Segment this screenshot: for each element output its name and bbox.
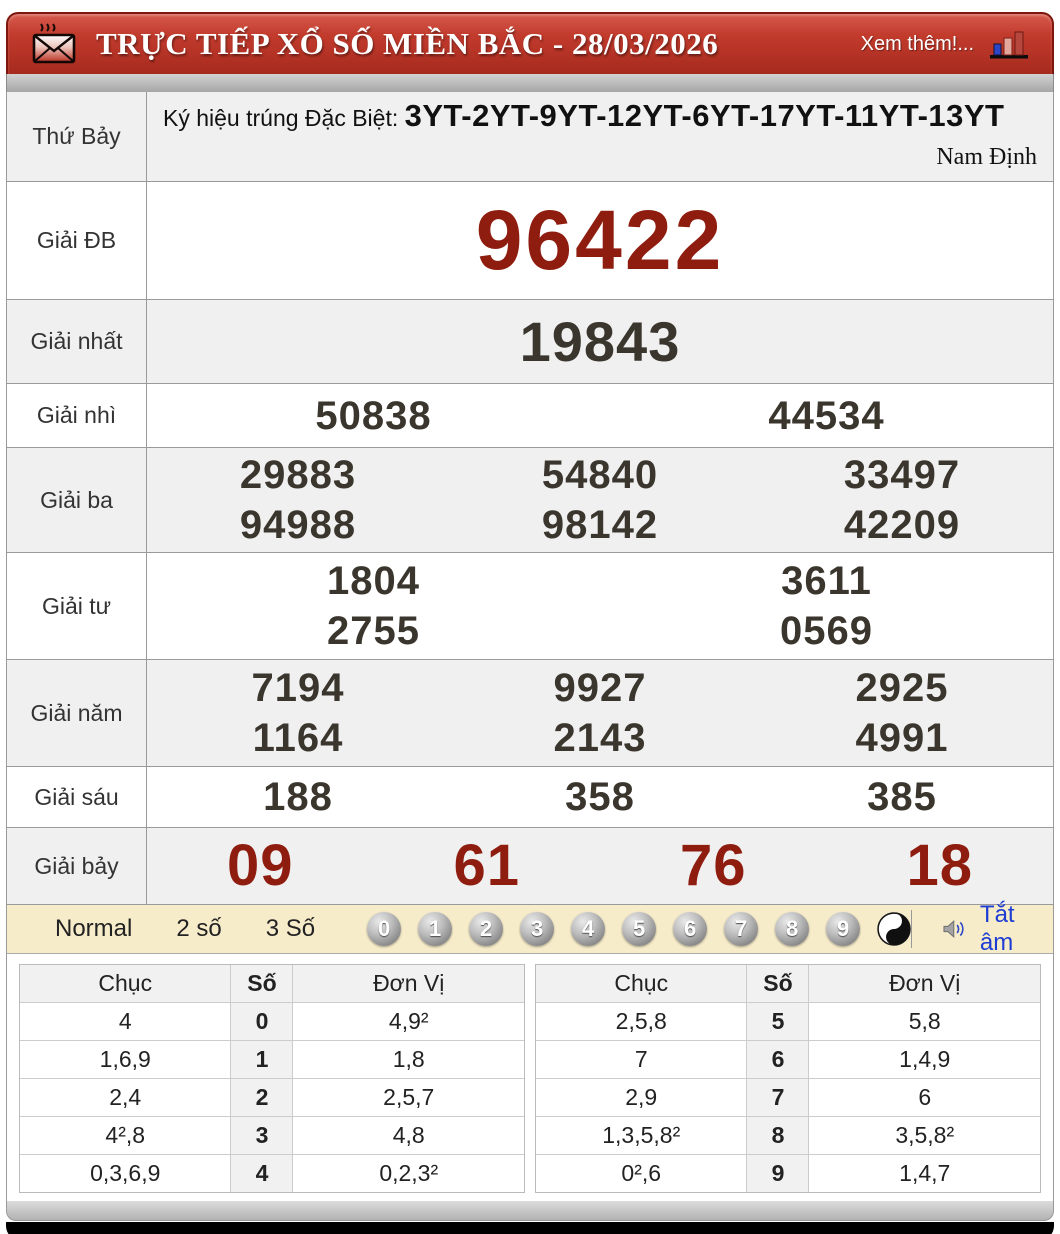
ball-4[interactable]: 4 [571,912,605,946]
prize-row-db [7,182,1053,300]
chuc-value: 1,6,9 [99,1046,151,1072]
header-donvi: Đơn Vị [808,965,1040,1002]
prize-number: 1804 [327,559,420,603]
info-row [7,92,1053,182]
stats-row [536,1040,1040,1078]
ball-6[interactable]: 6 [673,912,707,946]
stats-row [20,1078,524,1116]
chuc-value: 1,3,5,8² [602,1122,681,1148]
see-more-link[interactable]: Xem thêm!... [860,32,974,55]
prize-number: 94988 [239,503,357,547]
prize-number: 9927 [553,666,647,710]
prize-number: 2755 [327,609,420,653]
divider [911,910,912,948]
yin-yang-icon[interactable] [877,912,911,946]
province-name: Nam Định [936,144,1037,170]
stats-row [536,1116,1040,1154]
header-donvi: Đơn Vị [292,965,524,1002]
prize-number: 18 [906,832,973,898]
prize-number: 76 [679,832,747,898]
stats-row [536,1002,1040,1040]
page-title: TRỰC TIẾP XỔ SỐ MIỀN BẮC - 28/03/2026 [96,26,719,61]
ball-2[interactable]: 2 [469,912,503,946]
chuc-value: 4²,8 [105,1122,146,1148]
so-value: 1 [230,1041,292,1078]
so-value: 8 [746,1117,808,1154]
stats-row [20,1002,524,1040]
prize-number: 19843 [519,309,681,373]
prize-number: 29883 [239,453,357,497]
footer-gray-bar [6,1201,1054,1221]
so-value: 0 [230,1003,292,1040]
mute-button[interactable]: Tắt âm [979,901,1015,956]
prize-label: Giải bảy [7,828,147,904]
prize-row-3 [7,448,1053,553]
ball-1[interactable]: 1 [418,912,452,946]
donvi-value: 4,8 [292,1117,524,1154]
stats-section [7,954,1053,1201]
header-so: Số [230,965,292,1002]
prize-row-7 [7,828,1053,905]
special-code-label: Ký hiệu trúng Đặc Biệt: [163,105,405,131]
mode-2-digits[interactable]: 2 số [176,915,222,942]
prize-number: 42209 [843,503,961,547]
prize-row-1 [7,300,1053,384]
bar-chart-icon[interactable] [988,27,1030,61]
stats-row [20,1040,524,1078]
so-value: 7 [746,1079,808,1116]
lottery-widget [6,12,1054,1234]
header-divider-strip [6,74,1054,92]
donvi-value: 1,4,9 [808,1041,1040,1078]
stats-header-row [20,965,524,1002]
prize-number: 1164 [252,716,344,760]
stats-header-row [536,965,1040,1002]
so-value: 5 [746,1003,808,1040]
footer-black-bar [6,1222,1054,1234]
prize-row-5 [7,660,1053,767]
mute-control [911,901,1029,957]
header-chuc: Chục [614,970,669,996]
digit-balls [367,912,911,946]
chuc-value: 2,4 [109,1084,142,1110]
ball-5[interactable]: 5 [622,912,656,946]
prize-label: Giải năm [7,660,147,766]
prize-row-6 [7,767,1053,828]
chuc-value: 0²,6 [621,1160,662,1186]
prize-number: 3611 [781,559,872,603]
donvi-value: 5,8 [808,1003,1040,1040]
prize-number: 0569 [780,609,873,653]
prize-label: Giải ba [7,448,147,552]
prize-label: Giải nhì [7,384,147,447]
so-value: 6 [746,1041,808,1078]
chuc-value: 4 [118,1008,132,1034]
special-code-line [163,98,1037,134]
prize-number: 358 [565,775,635,819]
ball-7[interactable]: 7 [724,912,758,946]
so-value: 2 [230,1079,292,1116]
donvi-value: 1,4,7 [808,1155,1040,1192]
day-label: Thứ Bảy [7,92,147,181]
chuc-value: 7 [634,1046,648,1072]
so-value: 3 [230,1117,292,1154]
mode-3-digits[interactable]: 3 Số [265,915,316,942]
so-value: 4 [230,1155,292,1192]
donvi-value: 0,2,3² [292,1155,524,1192]
stats-table-left [19,964,525,1193]
stats-row [20,1116,524,1154]
chuc-value: 2,5,8 [615,1008,667,1034]
prize-label: Giải sáu [7,767,147,827]
prize-label: Giải nhất [7,300,147,383]
donvi-value: 6 [808,1079,1040,1116]
prize-number: 2143 [553,716,647,760]
envelope-icon [30,22,78,66]
prize-number: 54840 [541,453,659,497]
donvi-value: 3,5,8² [808,1117,1040,1154]
header-bar [6,12,1054,74]
stats-row [536,1154,1040,1192]
prize-number: 09 [226,832,294,898]
chuc-value: 2,9 [625,1084,658,1110]
prize-label: Giải tư [7,553,147,659]
ball-3[interactable]: 3 [520,912,554,946]
mode-normal[interactable]: Normal [55,915,133,942]
prize-number: 7194 [251,666,345,710]
header-chuc: Chục [98,970,153,996]
stats-table-right [535,964,1041,1193]
prize-number: 188 [263,775,333,819]
donvi-value: 2,5,7 [292,1079,524,1116]
chuc-value: 0,3,6,9 [90,1160,161,1186]
prize-number: 2925 [855,666,949,710]
ball-8[interactable]: 8 [775,912,809,946]
prize-number: 98142 [541,503,659,547]
special-code-value: 3YT-2YT-9YT-12YT-6YT-17YT-11YT-13YT [404,98,1005,133]
ball-9[interactable]: 9 [826,912,860,946]
prize-number: 4991 [855,716,949,760]
prize-number: 61 [453,832,520,898]
speaker-icon[interactable] [942,914,968,944]
prize-row-4 [7,553,1053,660]
stats-row [536,1078,1040,1116]
donvi-value: 4,9² [292,1003,524,1040]
stats-row [20,1154,524,1192]
prize-number: 44534 [768,393,885,438]
ball-0[interactable]: 0 [367,912,401,946]
donvi-value: 1,8 [292,1041,524,1078]
prize-label: Giải ĐB [7,182,147,299]
prize-number: 33497 [843,453,961,497]
prize-number: 50838 [315,393,432,438]
prize-row-2 [7,384,1053,448]
header-so: Số [746,965,808,1002]
so-value: 9 [746,1155,808,1192]
prize-number: 96422 [475,193,725,287]
prize-number: 385 [867,775,937,819]
control-bar [7,901,1053,956]
